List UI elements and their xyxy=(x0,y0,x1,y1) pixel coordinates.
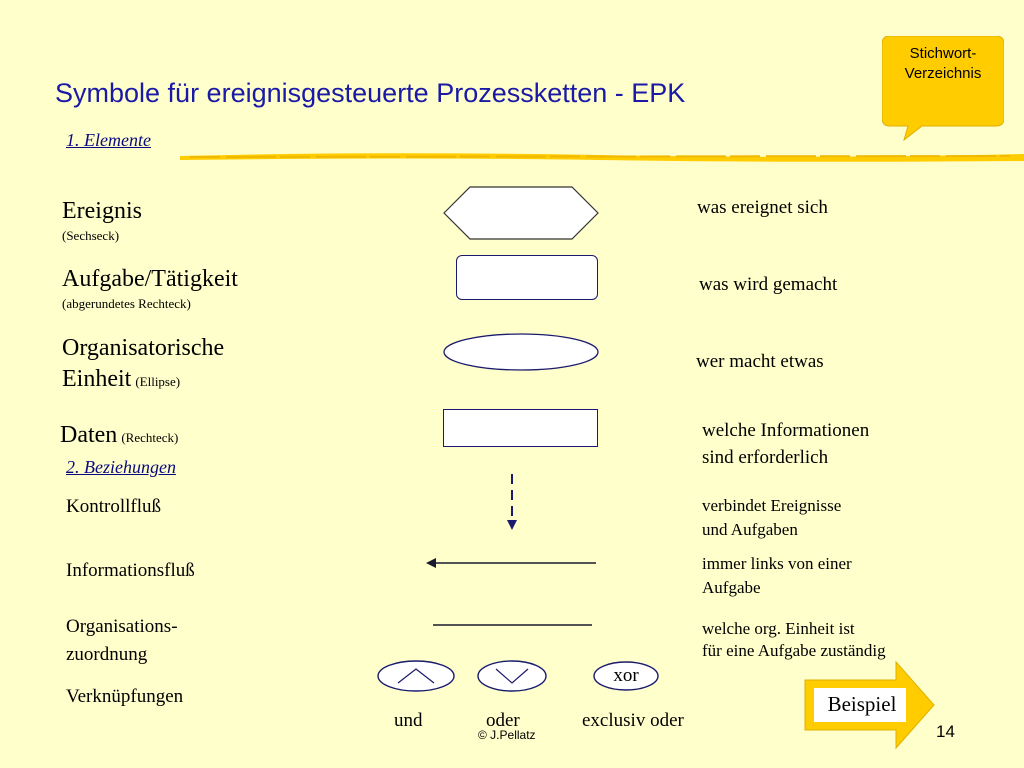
or-label: oder xyxy=(486,710,520,731)
and-label: und xyxy=(394,710,423,731)
arrow-left-symbol xyxy=(424,556,600,570)
example-button-label[interactable]: Beispiel xyxy=(827,692,897,716)
copyright-text: © J.Pellatz xyxy=(478,728,536,742)
element-daten-name: Daten xyxy=(60,422,118,448)
dashed-arrow-down-symbol xyxy=(500,472,524,532)
element-org-shape: (Ellipse) xyxy=(135,374,181,389)
element-aufgabe-shape: (abgerundetes Rechteck) xyxy=(62,296,191,311)
element-daten-desc-line2: sind erforderlich xyxy=(702,447,829,468)
relation-orgzuordnung-name-line2: zuordnung xyxy=(66,644,148,665)
section-heading-relations: 2. Beziehungen xyxy=(66,457,176,477)
element-daten-desc-line1: welche Informationen xyxy=(702,420,870,441)
plain-line-symbol xyxy=(432,620,594,630)
section-heading-elements: 1. Elemente xyxy=(66,130,151,150)
element-daten-wrap xyxy=(60,422,178,449)
relation-kontrollfluss-desc-line1: verbindet Ereignisse xyxy=(702,496,842,515)
element-ereignis-name: Ereignis xyxy=(62,198,142,224)
element-aufgabe-name: Aufgabe/Tätigkeit xyxy=(62,266,238,292)
relation-informationsfluss-name: Informationsfluß xyxy=(66,560,195,581)
element-org-desc: wer macht etwas xyxy=(696,351,824,372)
index-label-line1: Stichwort- xyxy=(909,45,977,62)
page-title: Symbole für ereignisgesteuerte Prozessketten - EPK xyxy=(55,78,686,108)
element-aufgabe-desc: was wird gemacht xyxy=(699,274,838,295)
hexagon-symbol xyxy=(442,186,600,240)
relation-kontrollfluss-desc-line2: und Aufgaben xyxy=(702,520,798,539)
element-org-name-line2: Einheit xyxy=(62,366,132,392)
relation-orgzuordnung-name-line1: Organisations- xyxy=(66,616,178,637)
element-org-name-line1: Organisatorische xyxy=(62,335,225,361)
page-number: 14 xyxy=(936,722,955,741)
rectangle-symbol xyxy=(443,409,598,447)
relation-verknuepfungen-name: Verknüpfungen xyxy=(66,686,184,707)
relation-orgzuordnung-desc-line1: welche org. Einheit ist xyxy=(702,619,855,638)
and-connector-symbol xyxy=(376,659,456,693)
relation-informationsfluss-desc-line2: Aufgabe xyxy=(702,578,761,597)
relation-informationsfluss-desc-line1: immer links von einer xyxy=(702,554,852,573)
element-daten-shape: (Rechteck) xyxy=(121,430,179,445)
brush-divider xyxy=(180,148,1024,164)
element-ereignis-shape: (Sechseck) xyxy=(62,228,120,243)
element-ereignis-desc: was ereignet sich xyxy=(697,197,828,218)
ellipse-symbol xyxy=(442,332,600,372)
or-connector-symbol xyxy=(476,659,548,693)
index-callout-label[interactable] xyxy=(882,44,1004,84)
relation-kontrollfluss-name: Kontrollfluß xyxy=(66,496,161,517)
index-label-line2: Verzeichnis xyxy=(904,65,982,82)
relation-orgzuordnung-desc-line2: für eine Aufgabe zuständig xyxy=(702,641,886,660)
xor-label: exclusiv oder xyxy=(582,710,684,731)
rounded-rectangle-symbol xyxy=(456,255,598,300)
element-org-name-line2-wrap xyxy=(62,366,180,393)
xor-symbol-label: xor xyxy=(613,665,639,686)
